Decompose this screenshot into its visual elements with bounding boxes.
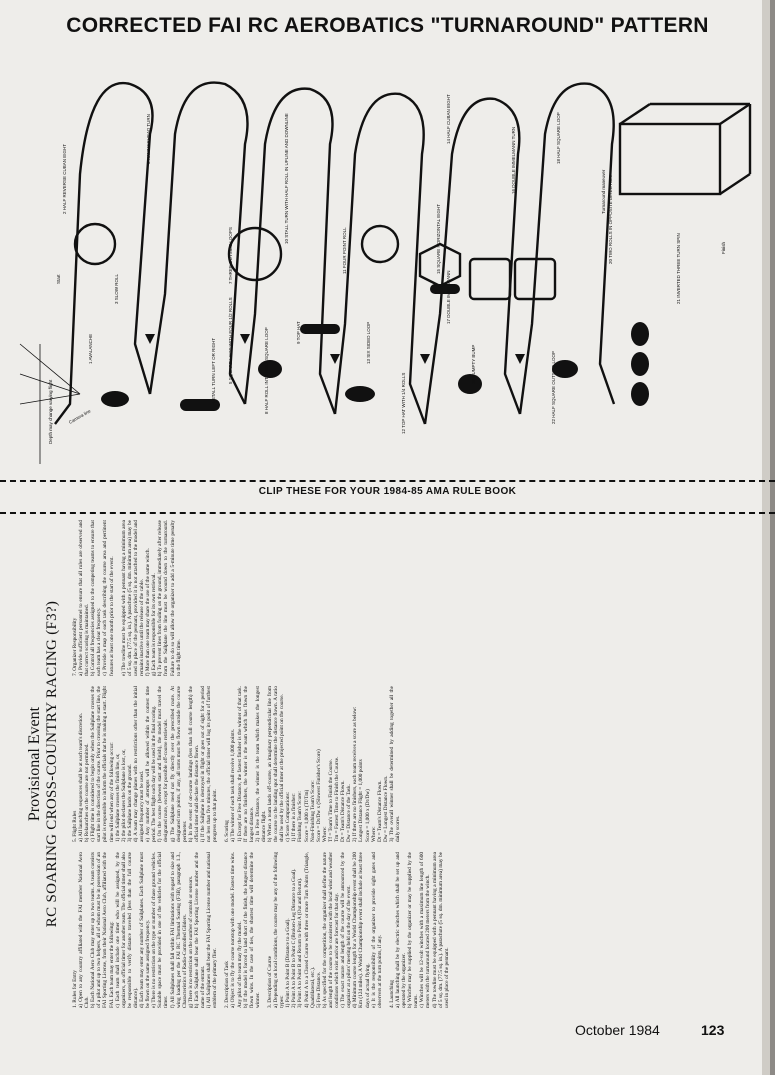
label-maneuver-16: 16 DOUBLE IMMELMANN TURN bbox=[511, 126, 516, 194]
label-maneuver-4: 4 STALL TURN LEFT OR RIGHT bbox=[211, 337, 216, 404]
loop-four-point bbox=[362, 226, 398, 262]
label-maneuver-9: 9 TOP HAT bbox=[296, 321, 301, 344]
maneuver-path-1 bbox=[55, 83, 153, 424]
aerobatics-pattern-diagram bbox=[0, 44, 775, 476]
label-maneuver-2: 2 HALF REVERSE CUBAN EIGHT bbox=[62, 143, 67, 214]
ribbon-loop-3 bbox=[345, 386, 375, 402]
article-column-1 bbox=[72, 852, 712, 1008]
label-camera-line: Camera line bbox=[68, 408, 92, 425]
column-2-text: 5. Flight Rules a) All launching sequences shall be at each team's discretion. b) Relaunches on the course are not permitted. c) Flight time is considered to begin only when the Sailplane crosses the start line in the direction of the course. Prior to crossing the start line, the pilot is responsible to inform the officials that he is making a start. Flight time will end when any of the following occur: 1) the Sailplane crosses the finish line, or, 2) the pilot declares the Sailplane is lost, or, 3) the Sailplane lands on the ground. d) A team may change planes with no restrictions other than the initial assigned frequency must be used. e) Any number of attempts will be allowed within the contest time period. The best flight each day will be used in the final scoring. f) On the course (between start and finish), the model must travel the designated route, except for possible off-course retrievals. g) The Sailplane need not fly directly over the prescribed route. At designated turn points, if any, all turns must be flown outside the course perimeter. h) In the event of on-course landings (less than full course length) the official timer shall declare the distance flown. i) If the Sailplane is destroyed in flight or goes out of sight for a period not less than five minutes, the official timer will log its point of furthest progress up to that point. 6. Scoring a) The winner of each task shall receive 1,000 points. 1) Except for Free Distance, the fastest finisher is the winner of that task. If there are no finishers, the winner is the team which has flown the longest distance. 2) In Free Distance, the winner is the team which makes the longest distance flight. b) When a team lands off-course, an imaginary perpendicular line from the course to the landing spot shall determine the distance flown. A ratio shall be used by the official timer at the projected point on the course. c) Score Computations: 1) If there is a finisher: Finishing Team's Score: Score = 1,000 x (Tf/Tm) Non-Finishing Team's Score: Score = Dt/Dw x (Slowest Finisher's Score) Where: Tf = Team's Time to Finish the Course. Tm = Fastest Time to Finish the Course. Dt = Team's Distance Flown. Dw = Distance of the Task. 2) If there are no finishers, each team receives a score as below: Longest Distance Flight = 1,000 points Score = 1,000 x (Dt/Dw) Where: Dt = Team's Distance Flown. Dw = Longest Distance Flown. 3) The overall winner shall be determined by adding together all the daily scores. bbox=[72, 686, 401, 842]
label-maneuver-21: 21 INVERTED THREE TURN SPIN bbox=[676, 233, 681, 304]
ribbon-loop-4 bbox=[458, 374, 482, 394]
column-1-text: 1. Rules for Entry a) Open to any country affiliated with the FAI member National Aero Club. b) Each National Aero Club may enter up to two teams. A team consists of a pilot and up to two helpers, all of whom must be in possession of an FAI Sporting License, from their National Aero Club, affiliated with the FAI. Each team may enter the following: c) Each team shall include one timer who will be assigned, by the organizers, as official timer for another team. The official timer shall also be responsible to verify distance traveled (less than the full course distance). d) Each team may enter any number of Sailplanes. Each Sailplane must be flown on the same assigned frequency. e) There is no restriction on the type or number of chase ground vehicles. Suitable space must be provided in one of the vehicles for the official timer. f) All Sailplanes shall fall within FAI limitations with regard to size and wing loading per the FAI RC Thermal Soaring (F3B), paragraph 1.3., Characteristics of Radio-Controlled Gliders. g) There is no restriction on the number of controls or sensors. h) Each Sailplane shall bear the FAI Sporting License number and the name of the entrant. i) All Sailplanes shall bear the FAI Sporting License number and national emblem of the primary flier. 2. Description of Task a) Object is to fly the course nonstop with one model. Fastest time wins. Any pilot of the team may fly the model. b) If the model is forced to land short of the finish, the longest distance flown wins. In the case of ties, the shortest time will determine the winner. 3. Description of Course a) Depending on local conditions, the course may be any of the following types: 1) Point A to Point B (Distance to a Goal). 2) Point A to Point B to Point C (Broken-Leg Distance to a Goal). 3) Point A to Point B and Return to Point A (Out and Return). 4) Point A to a Closed Course with three or more Turn Points (Triangle, Quadrilateral, etc.). 5) Free Distance. b) As specified for the competition, the organizer shall define the nature and length of the course to be consistent with the local wind and weather conditions which exist and/or are forecast for that day. c) The exact nature and length of the course will be announced by the organizer at a pilots' meeting held on the day of the event. d) Minimum course length for a World Championship event shall be 200 Km (124 miles). A World Championship event shall include at least three days of actual flying. e) It is the responsibility of the organizer to provide sight gates and observers at the turn points, if any. 4. Launching a) All launching shall be by electric winches which shall be set up and operated by the organizer. b) Winches may be supplied by the organizer or may be supplied by the teams. c) Winches will be 12-volt winches with a maximum line length of 600 meters with the turnaround located 200 meters from the winch. d) The towline must be equipped with a pennant having a minimum area of 5 sq. dm. (77.5 sq. in.). A parachute (5 sq. dm. minimum area) may be used in place of the pennant. bbox=[72, 852, 450, 1008]
ribbon-loop-1 bbox=[101, 391, 129, 407]
clip-instruction: CLIP THESE FOR YOUR 1984-85 AMA RULE BOOK bbox=[258, 486, 517, 497]
label-turnaround: Turnaround maneuver bbox=[601, 169, 606, 214]
folio-date: October 1984 bbox=[575, 1022, 660, 1038]
label-maneuver-22: 22 HALF SQUARE OUTSIDE LOOP bbox=[551, 350, 556, 424]
label-maneuver-18: 18 HALF SQUARE LOOP bbox=[556, 112, 561, 164]
loop-avalanche bbox=[75, 224, 115, 264]
article-column-2 bbox=[72, 686, 712, 842]
label-maneuver-15: 15 SQUARE HORIZONTAL EIGHT bbox=[436, 203, 441, 274]
label-maneuver-13: 13 SIX SIDED LOOP bbox=[366, 321, 371, 364]
ribbon-loop-2 bbox=[258, 360, 282, 378]
article-columns bbox=[72, 520, 712, 1008]
label-maneuver-6: 6 HAMMERHEAD TURN bbox=[146, 114, 151, 164]
label-maneuver-17: 17 DOUBLE IMMELMANN bbox=[446, 270, 451, 324]
direction-arrow bbox=[145, 334, 155, 344]
label-maneuver-14: 14 HALF CUBAN EIGHT bbox=[446, 94, 451, 144]
maneuver-path-4 bbox=[335, 94, 425, 424]
label-maneuver-20: 20 TWO ROLLS IN OPPOSITE DIRECTION bbox=[608, 175, 613, 264]
label-maneuver-12: 12 TOP HAT WITH 1/4 ROLLS bbox=[401, 372, 406, 434]
label-maneuver-3: 3 SLOW ROLL bbox=[114, 273, 119, 304]
article-header bbox=[26, 520, 61, 1008]
label-maneuver-10: 10 STALL TURN WITH HALF ROLL IN UPLINE AND DOWNLINE bbox=[284, 113, 289, 244]
rotated-article bbox=[26, 520, 714, 1008]
label-maneuver-5: 5 SQUARE LOOP WITH FOUR 1/2 ROLLS bbox=[228, 297, 233, 384]
article-kicker: Provisional Event bbox=[26, 706, 43, 822]
label-finish: Finish bbox=[721, 241, 726, 254]
page-title: CORRECTED FAI RC AEROBATICS "TURNAROUND" PATTERN bbox=[66, 14, 709, 37]
loop-square-horizontal bbox=[470, 259, 510, 299]
maneuver-path-3 bbox=[245, 89, 335, 414]
label-maneuver-1: 1 AVALANCHE bbox=[88, 333, 93, 364]
label-depth: Depth may change varying flight bbox=[48, 379, 53, 444]
label-maneuver-11: 11 FOUR POINT ROLL bbox=[342, 227, 347, 274]
turnaround-box bbox=[620, 124, 720, 194]
dashed-line-bottom bbox=[0, 512, 775, 514]
ribbon-loop-6 bbox=[631, 322, 649, 346]
column-3-text: 7. Organizer Responsibility a) Provide sufficient personnel to ensure that all rules are observed and that correct scoring is maintained. b) Control all frequencies assigned to the competing teams to ensure that each team has a clear frequency. c) Provide a map of each task describing the course area and pertinent features at least one month prior to the start of the event. e) The towline must be equipped with a pennant having a minimum area of 5 sq. dm. (77.5 sq. in.). A parachute (5 sq. dm. minimum area) may be used in place of the pennant, provided it is not attached to the model and remains inactive until the release of the cable. f) More than one team may share the use of the same winch. g) Each team is responsible for its own retrieval. h) To prevent lines from fouling on the ground, immediately after release from the Sailplane the line must be wound down to the turnaround. Failure to do so will allow the organizer to add a 5-minute time penalty to the flight time. bbox=[72, 520, 182, 676]
label-maneuver-7: 7 THREE OUTSIDE LOOPS bbox=[228, 227, 233, 284]
dashed-line-top bbox=[0, 480, 775, 482]
clip-divider bbox=[0, 476, 775, 518]
article-column-3 bbox=[72, 520, 712, 676]
folio-page-number: 123 bbox=[701, 1022, 725, 1038]
article-heading: RC SOARING CROSS-COUNTRY RACING (F3?) bbox=[44, 600, 60, 928]
label-maneuver-19: 19 HUMPTY BUMP bbox=[471, 344, 476, 384]
label-start: Start bbox=[56, 274, 61, 284]
label-maneuver-8: 8 HALF ROLL INTO HALF SQUARE LOOP bbox=[264, 327, 269, 414]
